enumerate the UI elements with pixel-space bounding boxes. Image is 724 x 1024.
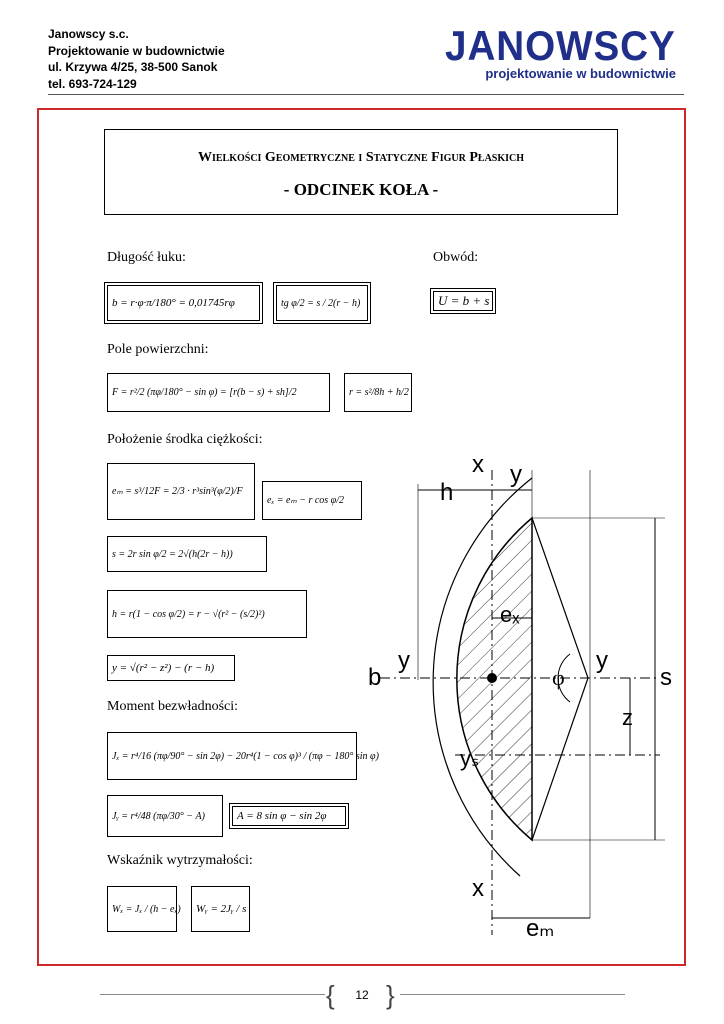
jy-formula: Jᵧ = r⁴/48 (πφ/30° − A) [107, 795, 223, 837]
label-em: eₘ [526, 915, 555, 940]
label-x-top: x [472, 451, 484, 478]
company-phone: tel. 693-724-129 [48, 76, 137, 91]
footer-line-right [400, 994, 625, 995]
y-formula: y = √(r² − z²) − (r − h) [107, 655, 235, 681]
title-box [104, 129, 618, 215]
area-formula: F = r²/2 (πφ/180° − sin φ) = [r(b − s) + sh]/2 [107, 373, 330, 412]
label-y-left: y [398, 647, 410, 674]
area-label: Pole powierzchni: [107, 342, 209, 357]
radius-formula: r = s²/8h + h/2 [344, 373, 412, 412]
height-formula: h = r(1 − cos φ/2) = r − √(r² − (s/2)²) [107, 590, 307, 638]
page-number: 12 [355, 988, 369, 1002]
company-address: ul. Krzywa 4/25, 38-500 Sanok [48, 60, 218, 74]
label-ex: eₓ [500, 602, 520, 627]
centroid-dot [487, 673, 497, 683]
perimeter-label: Obwód: [433, 250, 479, 265]
perimeter-formula: U = b + s [433, 291, 493, 311]
label-h: h [440, 479, 454, 506]
left-brace-icon: { [326, 980, 335, 1010]
circle-segment-diagram [360, 440, 690, 940]
company-line-2: Projektowanie w budownictwie [48, 43, 225, 58]
label-ys: yₛ [460, 746, 480, 771]
radius-lower [532, 678, 588, 840]
logo-tagline: projektowanie w budownictwie [485, 66, 676, 81]
label-y-right: y [596, 647, 608, 674]
label-x-bottom: x [472, 875, 484, 902]
header-divider [48, 94, 684, 95]
chord-formula: s = 2r sin φ/2 = 2√(h(2r − h)) [107, 536, 267, 572]
arc-length-label: Długość łuku: [107, 250, 186, 265]
label-y-top: y [510, 461, 522, 488]
inertia-label: Moment bezwładności: [107, 699, 239, 714]
label-phi: φ [552, 665, 565, 690]
company-name: Janowscy s.c. [48, 27, 129, 41]
right-brace-icon: } [386, 980, 395, 1010]
footer-line-left [100, 994, 325, 995]
radius-upper [532, 518, 588, 678]
logo-name: JANOWSCY [445, 22, 676, 69]
label-z: z [622, 705, 633, 730]
em-formula: eₘ = s³/12F = 2/3 · r³sin³(φ/2)/F [107, 463, 255, 520]
modulus-label: Wskaźnik wytrzymałości: [107, 853, 253, 868]
ex-formula: eₓ = eₘ − r cos φ/2 [262, 481, 362, 520]
company-info [48, 26, 225, 92]
page-title: Wielkości Geometryczne i Statyczne Figur Płaskich [197, 150, 525, 165]
label-b: b [368, 664, 382, 691]
wx-formula: Wₓ = Jₓ / (h − eₓ) [107, 886, 177, 932]
centroid-label: Położenie środka ciężkości: [107, 432, 263, 447]
tangent-formula: tg φ/2 = s / 2(r − h) [276, 285, 368, 321]
jx-formula: Jₓ = r⁴/16 (πφ/90° − sin 2φ) − 20r⁴(1 − cos φ)³ / (πφ − 180° sin φ) [107, 732, 357, 780]
company-logo [425, 24, 676, 81]
label-s: s [660, 664, 672, 691]
page-subtitle: - ODCINEK KOŁA - [283, 180, 439, 199]
arc-length-formula: b = r·φ·π/180° = 0,01745rφ [107, 285, 260, 321]
wy-formula: Wᵧ = 2Jᵧ / s [191, 886, 250, 932]
a-formula: A = 8 sin φ − sin 2φ [232, 806, 346, 826]
